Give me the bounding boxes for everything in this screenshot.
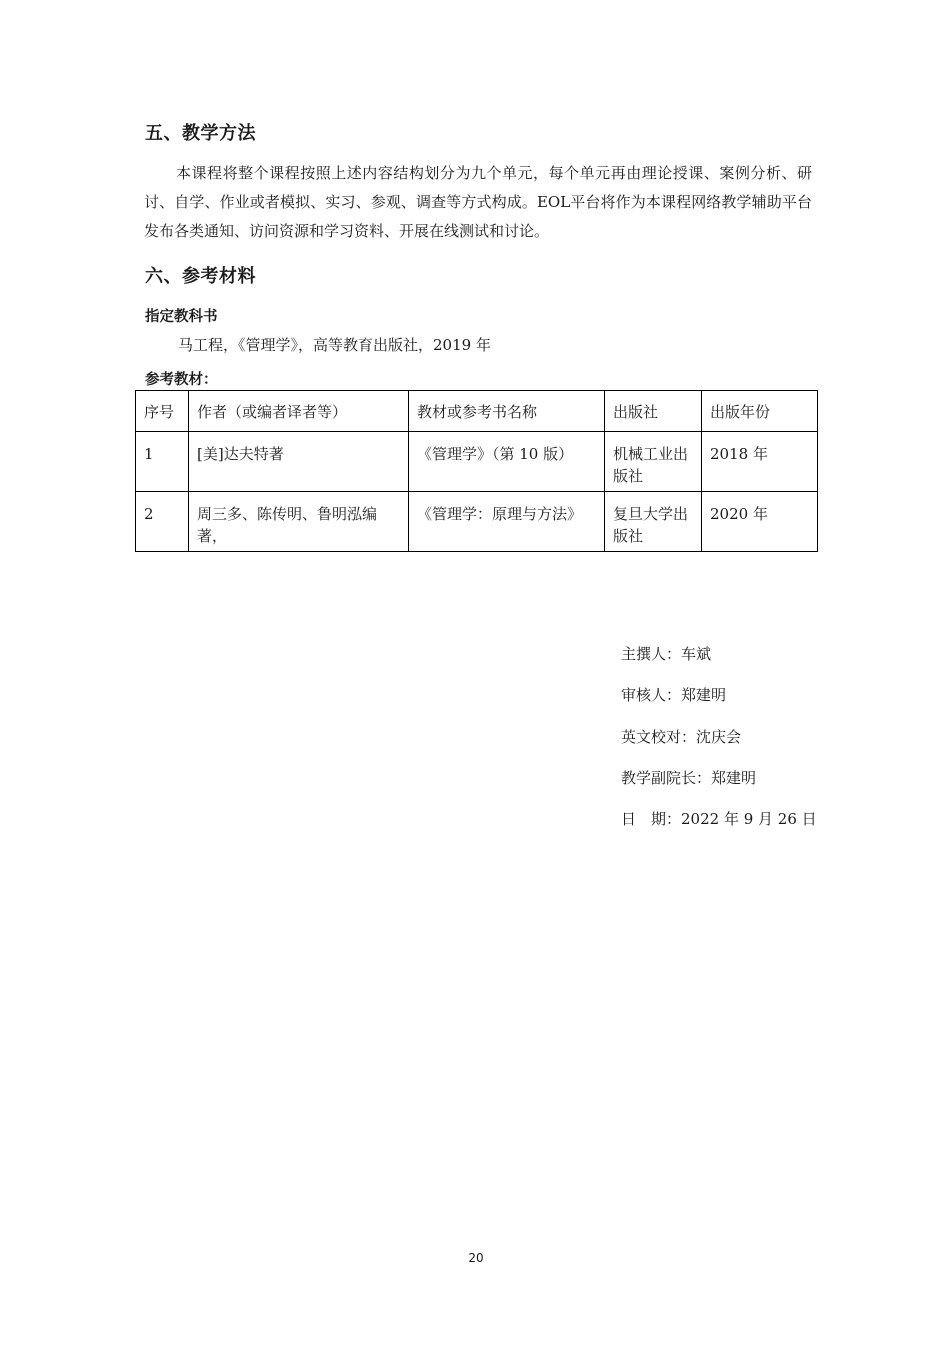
cell-publisher: 复旦大学出版社 (605, 492, 702, 552)
cell-author: 周三多、陈传明、鲁明泓编著， (189, 492, 409, 552)
signature-date: 日 期：2022 年 9 月 26 日 (621, 810, 817, 828)
cell-index: 2 (136, 492, 189, 552)
table-row (136, 492, 818, 552)
signature-english-proofreader: 英文校对：沈庆会 (621, 728, 742, 746)
header-year: 出版年份 (702, 391, 818, 432)
reference-textbooks-label: 参考教材： (145, 372, 218, 388)
section-heading-teaching-methods: 五、教学方法 (145, 123, 256, 144)
section-heading-reference-materials: 六、参考材料 (145, 266, 256, 287)
table-header-row (136, 391, 818, 432)
signature-author: 主撰人：车斌 (621, 645, 712, 663)
cell-title: 《管理学》（第 10 版） (409, 432, 605, 492)
signature-reviewer: 审核人：郑建明 (621, 686, 727, 704)
reference-table (135, 390, 818, 552)
cell-author: [美]达夫特著 (189, 432, 409, 492)
table-row (136, 432, 818, 492)
header-author: 作者（或编者译者等） (189, 391, 409, 432)
cell-year: 2018 年 (702, 432, 818, 492)
page-number: 20 (468, 1251, 484, 1265)
teaching-methods-paragraph: 本课程将整个课程按照上述内容结构划分为九个单元，每个单元再由理论授课、案例分析、研讨、自学、作业或者模拟、实习、参观、调查等方式构成。EOL平台将作为本课程网络教学辅助平台发布各类通知、访问资源和学习资料、开展在线测试和讨论。 (144, 164, 812, 240)
header-publisher: 出版社 (605, 391, 702, 432)
signature-vice-dean: 教学副院长：郑建明 (621, 769, 757, 787)
cell-publisher: 机械工业出版社 (605, 432, 702, 492)
cell-index: 1 (136, 432, 189, 492)
cell-year: 2020 年 (702, 492, 818, 552)
header-title: 教材或参考书名称 (409, 391, 605, 432)
designated-textbook-entry: 马工程，《管理学》，高等教育出版社，2019 年 (178, 336, 491, 354)
header-index: 序号 (136, 391, 189, 432)
cell-title: 《管理学：原理与方法》 (409, 492, 605, 552)
designated-textbook-label: 指定教科书 (145, 309, 218, 325)
